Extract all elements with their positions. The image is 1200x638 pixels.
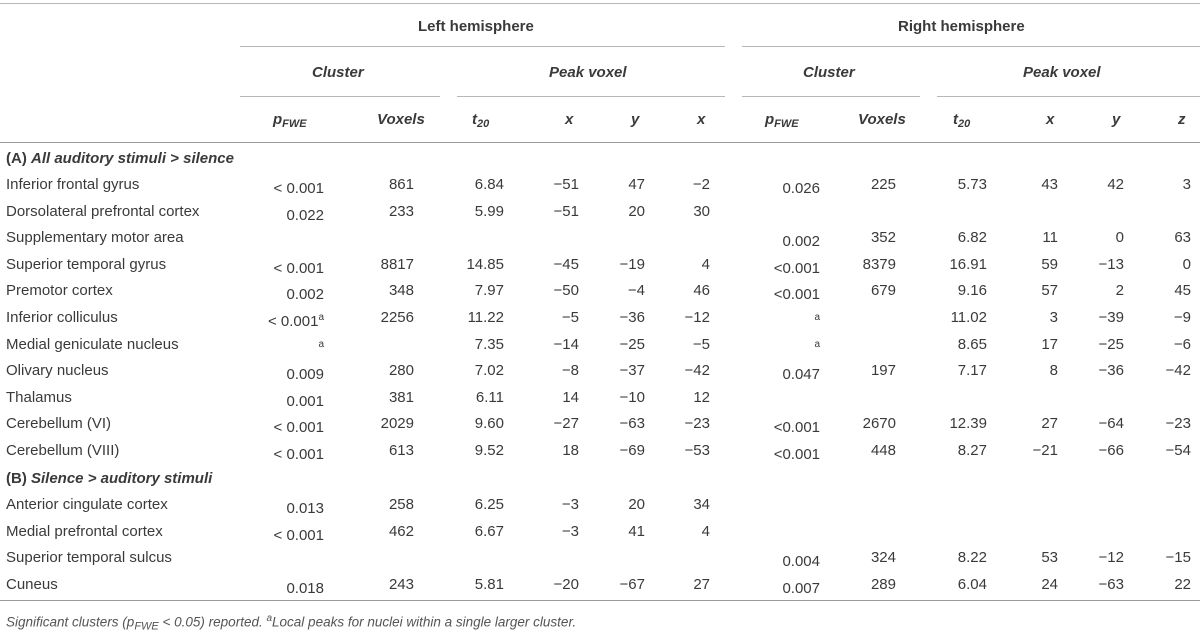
cell-rp: <0.001 [773, 259, 820, 277]
cell-rp: 0.026 [782, 180, 820, 197]
cell-rx: −21 [1032, 442, 1058, 459]
cell-lt: 7.35 [474, 335, 504, 353]
cell-rx: 43 [1041, 176, 1058, 193]
cell-rv: 2670 [862, 415, 896, 433]
cell-ly: 41 [628, 522, 645, 540]
cell-lz: 46 [693, 282, 710, 300]
cell-rz: −42 [1165, 362, 1191, 380]
cell-lv: 613 [388, 442, 414, 459]
cell-ry: −25 [1098, 335, 1124, 353]
table-row [0, 411, 1200, 437]
table-footnote: Significant clusters $(p_{FWE} < 0.05)$ reported. $^a$Local peaks for nuclei within a single larger cluster. [6, 613, 577, 633]
table-row [0, 572, 1200, 598]
cell-ry: −12 [1098, 549, 1124, 567]
left-voxels-header: Voxels [377, 111, 425, 128]
table-row [0, 519, 1200, 545]
left-hemisphere-header: Left hemisphere [418, 18, 534, 35]
cell-rz: 0 [1182, 255, 1191, 273]
section-b-title: (B) Silence > auditory stimuli [6, 470, 213, 487]
cell-lv: 462 [388, 522, 414, 540]
cell-lv: 8817 [380, 255, 414, 273]
table-row [0, 305, 1200, 331]
cell-rx: 8 [1049, 362, 1058, 380]
cell-lz: 30 [693, 202, 710, 220]
right-x-header: x [1046, 111, 1055, 128]
cell-lv: 243 [388, 575, 414, 593]
region-label: Medial geniculate nucleus [6, 335, 179, 353]
cell-ly: −19 [619, 255, 645, 273]
cell-rz: −54 [1165, 442, 1191, 459]
cell-rp: a [814, 338, 820, 350]
cell-lz: −42 [684, 362, 710, 380]
cell-lp: 0.018 [286, 579, 324, 597]
cell-lp: 0.009 [286, 366, 324, 384]
left-cluster-rule [240, 96, 440, 97]
cell-ry: 42 [1107, 176, 1124, 193]
cell-lt: 6.25 [474, 496, 504, 513]
right-cluster-rule [742, 96, 920, 97]
cell-lv: 2029 [380, 415, 414, 433]
left-p-header: $p_{FWE}$ [273, 111, 307, 130]
cell-lp: 0.022 [286, 206, 324, 224]
cell-ry: −64 [1098, 415, 1124, 433]
region-label: Anterior cingulate cortex [6, 496, 168, 513]
cell-lx: −27 [553, 415, 579, 433]
right-t-header: $t_{20}$ [953, 111, 971, 130]
cell-rv: 8379 [862, 255, 896, 273]
cell-rt: 6.82 [957, 229, 987, 247]
cell-lx: 14 [562, 388, 579, 406]
region-label: Dorsolateral prefrontal cortex [6, 202, 200, 220]
cell-lz: −12 [684, 309, 710, 326]
cell-ly: 47 [628, 176, 645, 193]
cell-lp: < 0.001 [273, 180, 324, 197]
cell-rt: 12.39 [949, 415, 987, 433]
table-row [0, 492, 1200, 518]
cell-lz: 27 [693, 575, 710, 593]
region-label: Inferior colliculus [6, 309, 118, 326]
right-z-header: z [1178, 111, 1186, 128]
table-row [0, 545, 1200, 571]
cell-lt: 9.60 [474, 415, 504, 433]
cell-rx: 24 [1041, 575, 1058, 593]
cell-ry: 2 [1115, 282, 1124, 300]
cell-lx: −5 [561, 309, 579, 326]
cell-ry: −66 [1098, 442, 1124, 459]
cell-ly: 20 [628, 202, 645, 220]
left-z-header: x [697, 111, 706, 128]
cell-ly: −37 [619, 362, 645, 380]
cell-lv: 861 [388, 176, 414, 193]
cell-rv: 448 [870, 442, 896, 459]
cell-rp: 0.002 [782, 233, 820, 251]
cell-lt: 7.02 [474, 362, 504, 380]
cell-rz: −15 [1165, 549, 1191, 567]
section-a-title: (A) All auditory stimuli > silence [6, 150, 234, 167]
cell-rv: 289 [870, 575, 896, 593]
region-label: Superior temporal sulcus [6, 549, 172, 567]
cell-lx: −51 [553, 202, 579, 220]
cell-rx: 17 [1041, 335, 1058, 353]
cell-rv: 197 [870, 362, 896, 380]
right-cluster-header: Cluster [803, 64, 855, 81]
cell-ry: −36 [1098, 362, 1124, 380]
cell-lz: −5 [692, 335, 710, 353]
table-row [0, 438, 1200, 464]
cell-rx: 3 [1049, 309, 1058, 326]
cell-rz: 3 [1182, 176, 1191, 193]
table-row [0, 278, 1200, 304]
left-peak-rule [457, 96, 725, 97]
cell-lt: 11.22 [467, 309, 504, 326]
left-x-header: x [565, 111, 574, 128]
region-label: Superior temporal gyrus [6, 255, 167, 273]
region-label: Cerebellum (VI) [6, 415, 112, 433]
left-peak-voxel-header: Peak voxel [549, 64, 627, 81]
cell-ly: −10 [619, 388, 645, 406]
cell-rt: 7.17 [957, 362, 987, 380]
cell-rt: 16.91 [949, 255, 987, 273]
cell-lx: −20 [553, 575, 579, 593]
cell-rx: 57 [1041, 282, 1058, 300]
cell-ly: −25 [619, 335, 645, 353]
cell-lp: < 0.001 [273, 259, 324, 277]
cell-lt: 5.99 [474, 202, 504, 220]
cell-lz: −53 [684, 442, 710, 459]
cell-lv: 233 [388, 202, 414, 220]
cell-lv: 381 [388, 388, 414, 406]
right-peak-rule [937, 96, 1200, 97]
table-row [0, 225, 1200, 251]
left-t-header: $t_{20}$ [472, 111, 490, 130]
cell-rp: a [814, 312, 820, 323]
cell-rp: 0.007 [782, 579, 820, 597]
cell-ly: −4 [627, 282, 645, 300]
cell-rz: −9 [1173, 309, 1191, 326]
region-label: Olivary nucleus [6, 362, 109, 380]
cell-ry: 0 [1115, 229, 1124, 247]
cell-lz: 12 [693, 388, 710, 406]
cell-lt: 14.85 [466, 255, 504, 273]
cell-rx: 53 [1041, 549, 1058, 567]
cell-rt: 8.27 [957, 442, 987, 459]
cell-lv: 258 [388, 496, 414, 513]
table-row [0, 199, 1200, 225]
cell-rz: 63 [1174, 229, 1191, 247]
cell-lx: −8 [561, 362, 579, 380]
cell-rt: 11.02 [950, 309, 987, 326]
cell-lx: −3 [561, 522, 579, 540]
cell-ry: −13 [1098, 255, 1124, 273]
cell-rz: 45 [1174, 282, 1191, 300]
cell-rv: 352 [870, 229, 896, 247]
cell-rt: 9.16 [957, 282, 987, 300]
region-label: Cerebellum (VIII) [6, 442, 120, 459]
cell-lv: 280 [388, 362, 414, 380]
cell-rp: 0.004 [782, 553, 820, 571]
table-row [0, 358, 1200, 384]
header-bottom-rule [0, 142, 1200, 143]
cell-lz: −2 [692, 176, 710, 193]
cell-ry: −39 [1098, 309, 1124, 326]
cell-rp: <0.001 [773, 446, 820, 463]
region-label: Inferior frontal gyrus [6, 176, 140, 193]
cell-ly: −69 [619, 442, 645, 459]
table-bottom-rule [0, 600, 1200, 601]
cell-lv: 348 [388, 282, 414, 300]
cell-ly: −63 [619, 415, 645, 433]
cell-rp: <0.001 [773, 286, 820, 304]
cell-rv: 679 [870, 282, 896, 300]
cell-rv: 324 [870, 549, 896, 567]
table-row [0, 332, 1200, 358]
cell-lz: 4 [701, 522, 710, 540]
cell-rv: 225 [870, 176, 896, 193]
table-row [0, 385, 1200, 411]
cell-rt: 8.65 [957, 335, 987, 353]
region-label: Premotor cortex [6, 282, 113, 300]
cell-rt: 8.22 [957, 549, 987, 567]
cell-lv: 2256 [380, 309, 414, 326]
cell-ly: −67 [619, 575, 645, 593]
cell-rt: 5.73 [957, 176, 987, 193]
cell-lp: 0.001 [286, 392, 324, 410]
right-hemisphere-rule [742, 46, 1200, 47]
cell-rt: 6.04 [957, 575, 987, 593]
cell-ly: 20 [628, 496, 645, 513]
cell-rx: 59 [1041, 255, 1058, 273]
cell-rx: 27 [1041, 415, 1058, 433]
cell-ly: −36 [619, 309, 645, 326]
cell-lt: 6.67 [474, 522, 504, 540]
cell-lp: < 0.001 [273, 419, 324, 437]
cell-lt: 6.84 [474, 176, 504, 193]
cell-lp: 0.002 [286, 286, 324, 304]
left-cluster-header: Cluster [312, 64, 364, 81]
cell-lp: < 0.001 [273, 526, 324, 544]
right-y-header: y [1112, 111, 1121, 128]
cell-rp: <0.001 [773, 419, 820, 437]
table-row [0, 172, 1200, 198]
region-label: Cuneus [6, 575, 58, 593]
right-peak-voxel-header: Peak voxel [1023, 64, 1101, 81]
table-row [0, 252, 1200, 278]
cell-rz: 22 [1174, 575, 1191, 593]
cell-lx: −51 [553, 176, 579, 193]
cell-lp: a [318, 338, 324, 350]
cell-lz: 4 [701, 255, 710, 273]
table-top-rule [0, 3, 1200, 4]
cell-rp: 0.047 [782, 366, 820, 384]
left-hemisphere-rule [240, 46, 725, 47]
cell-lz: −23 [684, 415, 710, 433]
right-p-header: $p_{FWE}$ [765, 111, 799, 130]
cell-lp: 0.013 [286, 500, 324, 517]
cell-lp: < 0.001$^a$ [267, 312, 324, 330]
right-voxels-header: Voxels [858, 111, 906, 128]
cell-rx: 11 [1042, 229, 1058, 247]
cell-rz: −23 [1165, 415, 1191, 433]
left-y-header: y [631, 111, 640, 128]
cell-lx: −45 [553, 255, 579, 273]
region-label: Thalamus [6, 388, 72, 406]
cell-lt: 6.11 [475, 388, 504, 406]
region-label: Supplementary motor area [6, 229, 184, 247]
cell-lt: 5.81 [474, 575, 504, 593]
cell-lt: 7.97 [474, 282, 504, 300]
cell-lz: 34 [693, 496, 710, 513]
cell-lt: 9.52 [474, 442, 504, 459]
right-hemisphere-header: Right hemisphere [898, 18, 1025, 35]
cell-lx: −50 [553, 282, 579, 300]
cell-lp: < 0.001 [273, 446, 324, 463]
cell-lx: −14 [553, 335, 579, 353]
cell-ry: −63 [1098, 575, 1124, 593]
cell-lx: 18 [562, 442, 579, 459]
cell-lx: −3 [561, 496, 579, 513]
region-label: Medial prefrontal cortex [6, 522, 163, 540]
cell-rz: −6 [1173, 335, 1191, 353]
